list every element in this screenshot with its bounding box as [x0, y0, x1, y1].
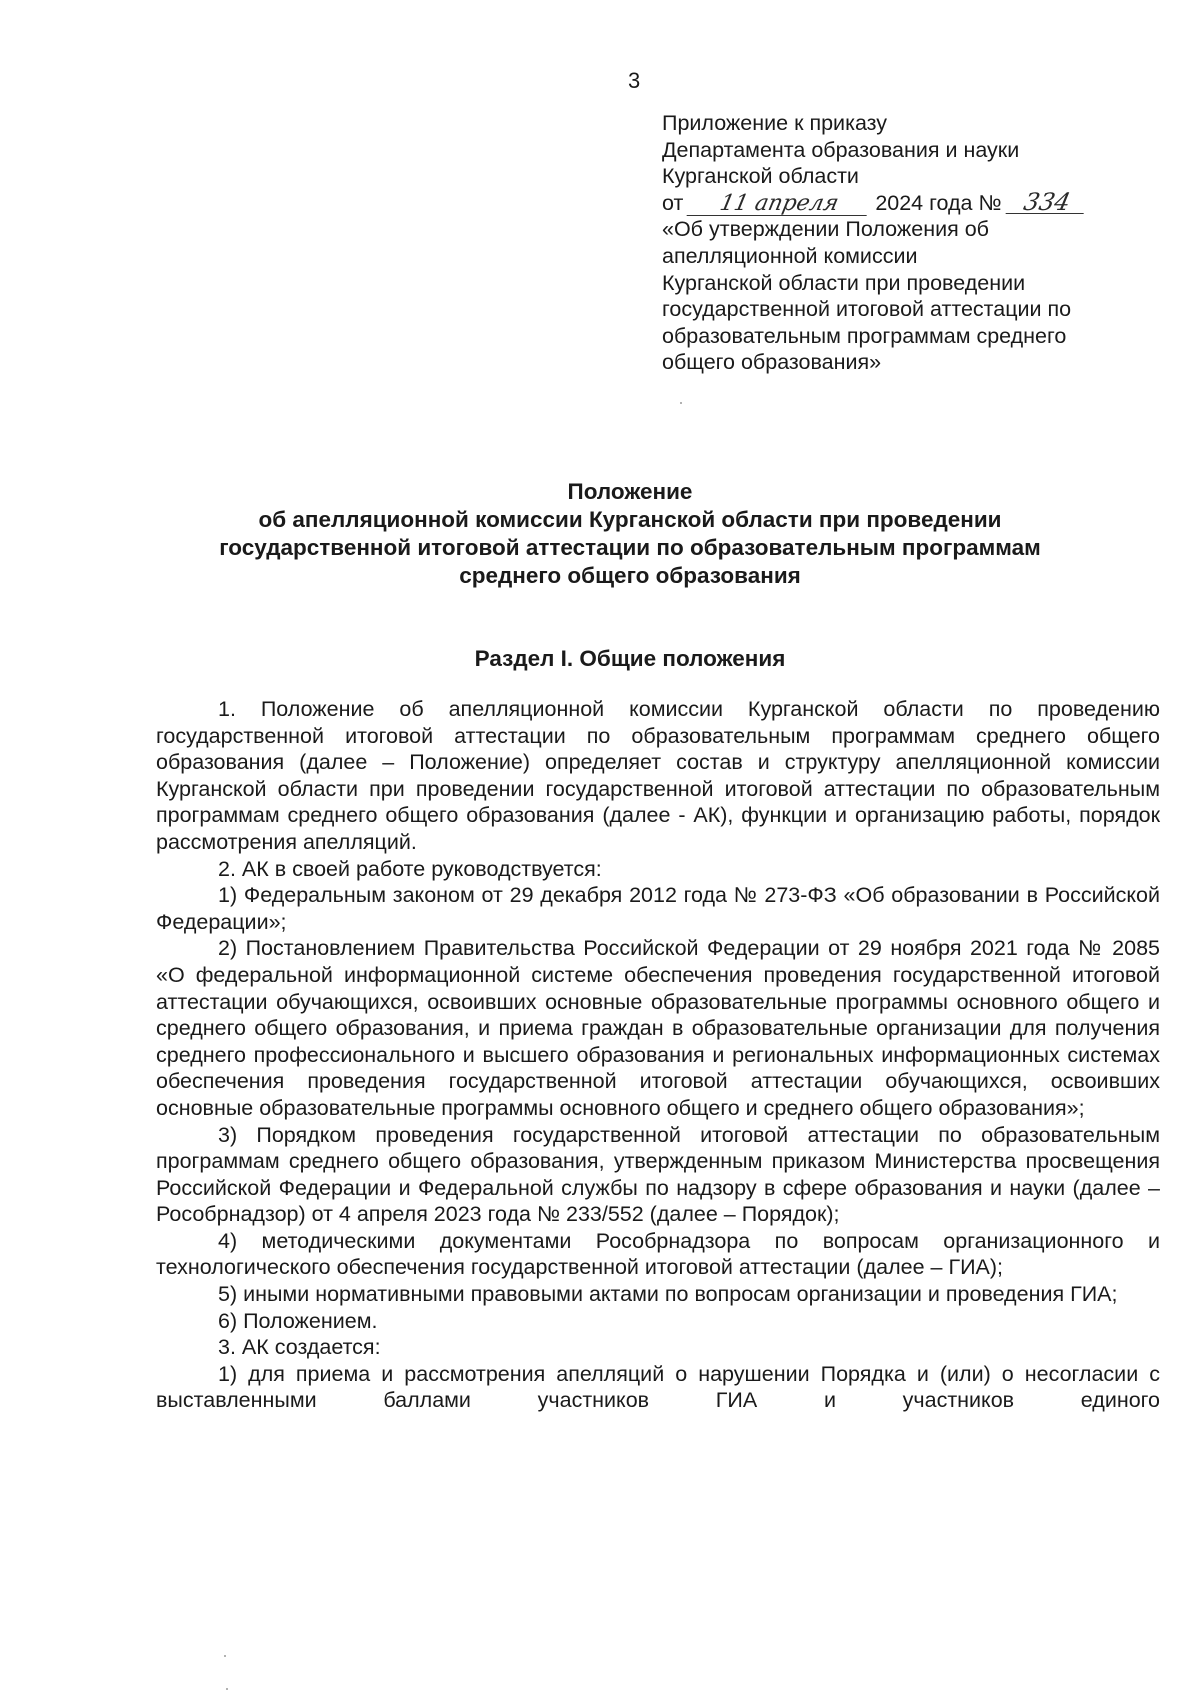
annex-subject-line: апелляционной комиссии: [662, 243, 918, 268]
year-text: 2024 года №: [875, 190, 1002, 215]
paragraph: 1) Федеральным законом от 29 декабря 2012 года № 273-ФЗ «Об образовании в Российской Федерации»;: [156, 883, 1160, 934]
section-heading: Раздел I. Общие положения: [474, 646, 786, 671]
date-prefix: от: [662, 190, 684, 215]
paragraph: 3) Порядком проведения государственной итоговой аттестации по образовательным программам среднего общего образования, утвержденным приказом Министерства просвещения Российской Федерации и Федеральной службы по надзору в сфере образования и науки (далее – Рособрнадзор) от 4 апреля 2023 года № 233/552 (далее – Порядок);: [156, 1122, 1160, 1227]
handwritten-number: 334: [1005, 191, 1088, 214]
scan-speck: [226, 1688, 228, 1690]
paragraph: 4) методическими документами Рособрнадзора по вопросам организационного и технологического обеспечения государственной итоговой аттестации (далее – ГИА);: [156, 1228, 1160, 1280]
annex-subject-line: образовательным программам среднего: [662, 323, 1067, 348]
title-line: государственной итоговой аттестации по образовательным программам: [219, 535, 1041, 560]
paragraph: 5) иными нормативными правовыми актами по вопросам организации и проведения ГИА;: [218, 1282, 1118, 1307]
handwritten-date: 11 апреля: [687, 193, 872, 216]
annex-line: Курганской области: [662, 164, 859, 189]
paragraph: 3. АК создается:: [218, 1335, 381, 1360]
annex-subject-line: «Об утверждении Положения об: [662, 217, 989, 242]
document-title: [150, 478, 1110, 590]
title-line: среднего общего образования: [459, 563, 801, 588]
paragraph: 1. Положение об апелляционной комиссии Курганской области по проведению государственной итоговой аттестации по образовательным программам среднего общего образования (далее – Положение) определяет состав и структуру апелляционной комиссии Курганской области при проведении государственной итоговой аттестации по образовательным программам среднего общего образования (далее - АК), функции и организацию работы, порядок рассмотрения апелляций.: [156, 697, 1160, 854]
annex-line: Департамента образования и науки: [662, 137, 1020, 162]
annex-subject-line: общего образования»: [662, 350, 882, 375]
paragraph: 1) для приема и рассмотрения апелляций о нарушении Порядка и (или) о несогласии с выставленными баллами участников ГИА и участников единого: [156, 1361, 1160, 1413]
paragraph: 2) Постановлением Правительства Российской Федерации от 29 ноября 2021 года № 2085 «О федеральной информационной системе обеспечения проведения государственной итоговой аттестации обучающихся, освоивших основные образовательные программы основного общего и среднего общего образования, и приема граждан в образовательные организации для получения среднего профессионального и высшего образования и региональных информационных системах обеспечения проведения государственной итоговой аттестации обучающихся, освоивших основные образовательные программы основного общего и среднего общего образования»;: [156, 936, 1160, 1120]
annex-date-line: [662, 187, 1162, 217]
annex-line: Приложение к приказу: [662, 111, 888, 135]
annex-header: [662, 110, 1162, 376]
page-number: 3: [628, 68, 641, 93]
annex-subject-line: Курганской области при проведении: [662, 270, 1026, 295]
paragraph: 2. АК в своей работе руководствуется:: [218, 856, 602, 881]
title-line: об апелляционной комиссии Курганской области при проведении: [258, 507, 1002, 532]
title-line: Положение: [567, 479, 693, 504]
document-body: [156, 696, 1160, 1414]
scan-speck: [680, 402, 682, 404]
annex-subject-line: государственной итоговой аттестации по: [662, 297, 1072, 322]
scan-speck: [224, 1655, 226, 1657]
paragraph: 6) Положением.: [218, 1308, 378, 1333]
